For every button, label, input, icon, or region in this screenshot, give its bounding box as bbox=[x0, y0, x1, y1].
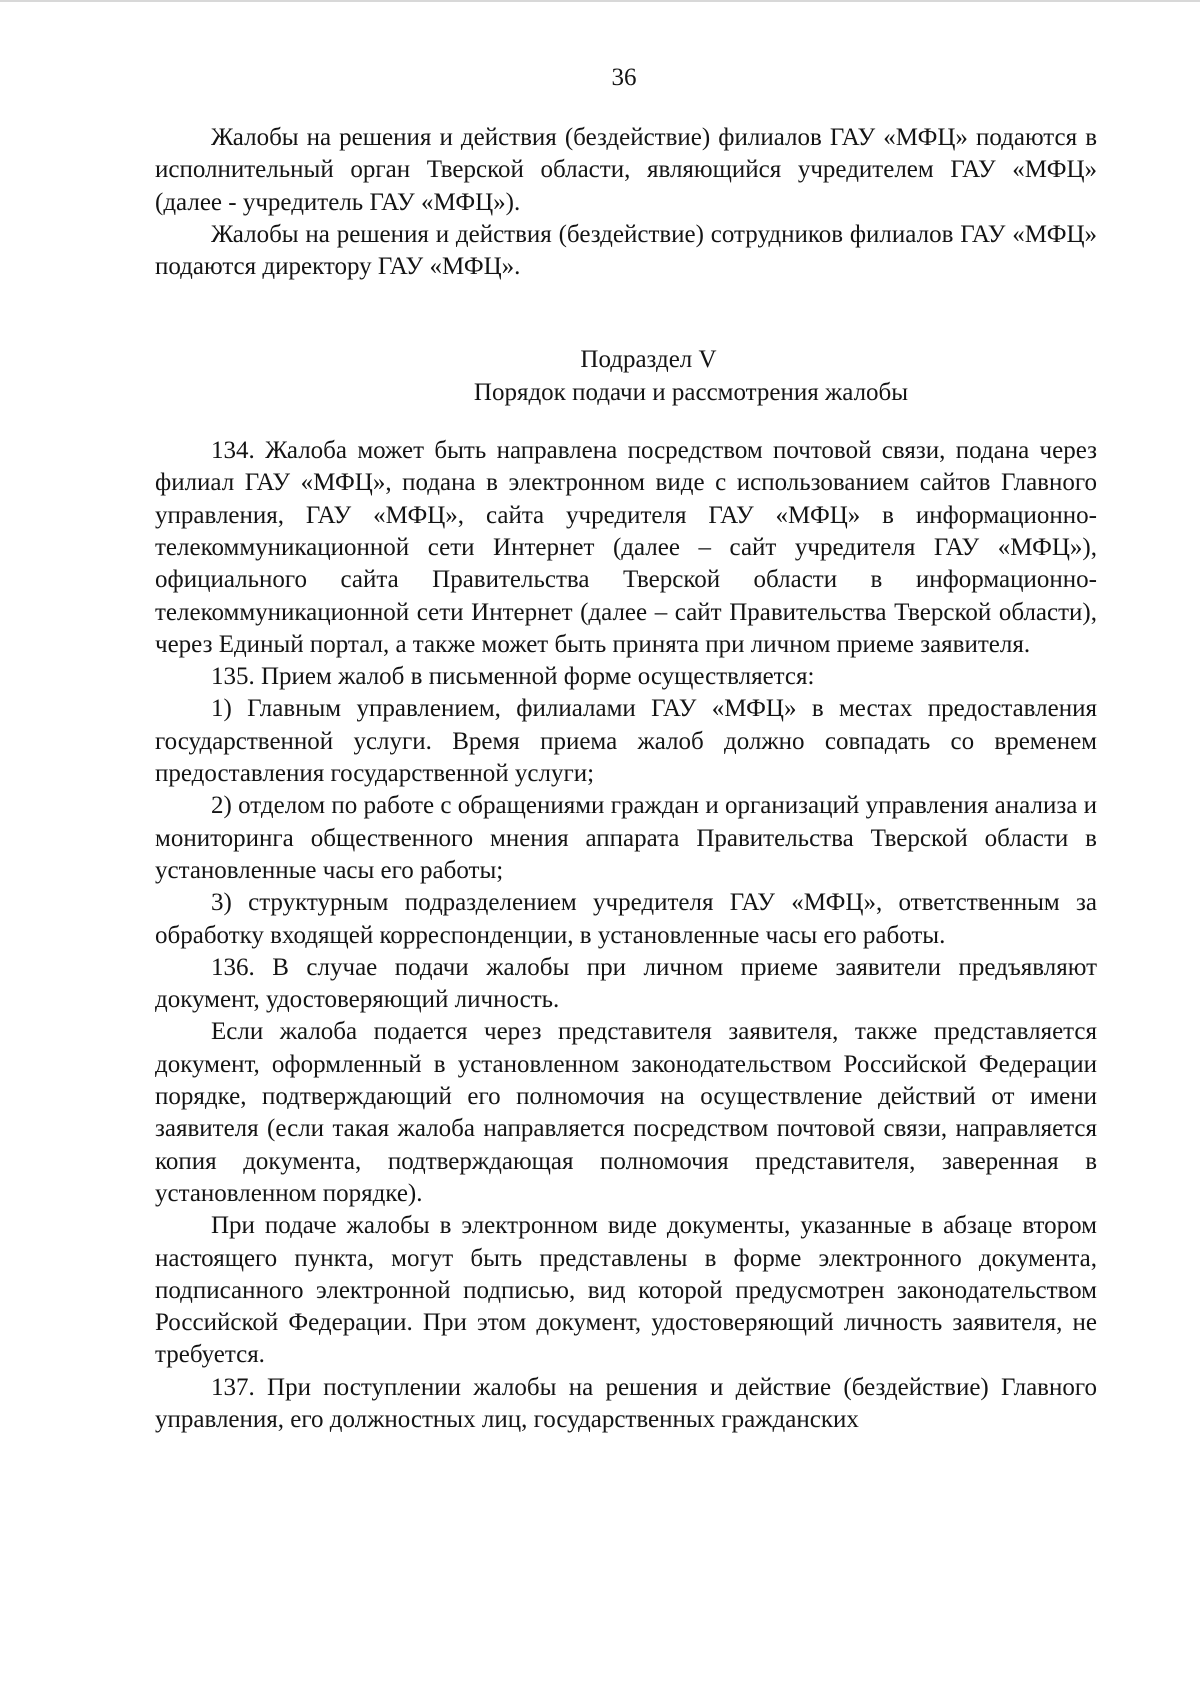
paragraph-137: 137. При поступлении жалобы на решения и действие (бездействие) Главного управления, его должностных лиц, государственных гражданских bbox=[155, 1373, 1097, 1433]
paragraph-intro-1: Жалобы на решения и действия (бездействие) филиалов ГАУ «МФЦ» подаются в исполнительный орган Тверской области, являющийся учредителем ГАУ «МФЦ» (далее - учредитель ГАУ «МФЦ»). bbox=[155, 124, 1097, 216]
subsection-label: Подраздел V bbox=[580, 346, 717, 374]
scan-edge bbox=[0, 0, 1200, 2]
paragraph-136-electronic: При подаче жалобы в электронном виде документы, указанные в абзаце втором настоящего пункта, могут быть представлены в форме электронного документа, подписанного электронной подписью, вид которой предусмотрен законодательством Российской Федерации. При этом документ, удостоверяющий личность заявителя, не требуется. bbox=[155, 1212, 1097, 1369]
paragraph-136-representative: Если жалоба подается через представителя заявителя, также представляется документ, оформленный в установленном законодательством Российской Федерации порядке, подтверждающий его полномочия на осуществление действий от имени заявителя (если такая жалоба направляется посредством почтовой связи, направляется копия документа, подтверждающая полномочия представителя, заверенная в установленном порядке). bbox=[155, 1018, 1097, 1207]
paragraph-135-item-3: 3) структурным подразделением учредителя ГАУ «МФЦ», ответственным за обработку входящей корреспонденции, в установленные часы его работы. bbox=[155, 889, 1097, 949]
document-body bbox=[155, 122, 1097, 1436]
paragraph-136: 136. В случае подачи жалобы при личном приеме заявители предъявляют документ, удостоверяющий личность. bbox=[155, 953, 1097, 1014]
paragraph-135-item-2: 2) отделом по работе с обращениями граждан и организаций управления анализа и мониторинга общественного мнения аппарата Правительства Тверской области в установленные часы его работы; bbox=[155, 792, 1097, 884]
paragraph-intro-2: Жалобы на решения и действия (бездействие) сотрудников филиалов ГАУ «МФЦ» подаются директору ГАУ «МФЦ». bbox=[155, 220, 1097, 281]
paragraph-134: 134. Жалоба может быть направлена посредством почтовой связи, подана через филиал ГАУ «МФЦ», подана в электронном виде с использованием сайтов Главного управления, ГАУ «МФЦ», сайта учредителя ГАУ «МФЦ» в информационно-телекоммуникационной сети Интернет (далее – сайт учредителя ГАУ «МФЦ»), официального сайта Правительства Тверской области в информационно-телекоммуникационной сети Интернет (далее – сайт Правительства Тверской области), через Единый портал, а также может быть принята при личном приеме заявителя. bbox=[155, 437, 1097, 658]
page-number: 36 bbox=[611, 64, 637, 91]
paragraph-135: 135. Прием жалоб в письменной форме осуществляется: bbox=[211, 663, 815, 691]
section-heading bbox=[155, 344, 1097, 409]
paragraph-135-item-1: 1) Главным управлением, филиалами ГАУ «МФЦ» в местах предоставления государственной услуги. Время приема жалоб должно совпадать со временем предоставления государственной услуги; bbox=[155, 695, 1097, 788]
section-title: Порядок подачи и рассмотрения жалобы bbox=[473, 378, 909, 406]
